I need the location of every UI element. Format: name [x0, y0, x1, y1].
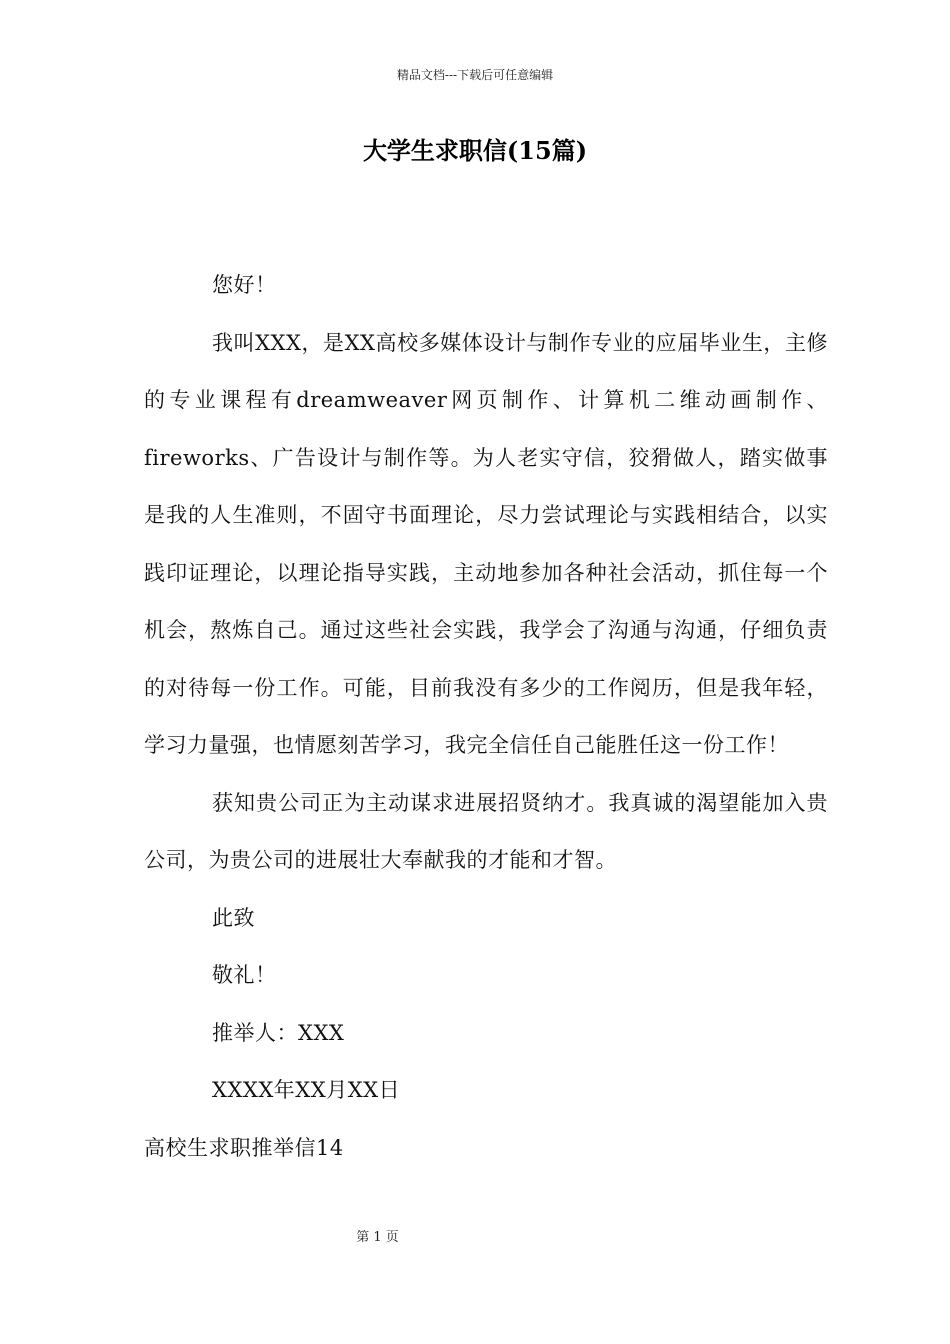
document-body: [144, 257, 828, 1177]
page-header: 精品文档---下载后可任意编辑: [396, 68, 554, 82]
paragraph-intro: 我叫XXX，是XX高校多媒体设计与制作专业的应届毕业生，主修的专业课程有dreamweaver网页制作、计算机二维动画制作、fireworks、广告设计与制作等。为人老实守信，狡猾做人，踏实做事是我的人生准则，不固守书面理论，尽力尝试理论与实践相结合，以实践印证理论，以理论指导实践，主动地参加各种社会活动，抓住每一个机会，熬炼自己。通过这些社会实践，我学会了沟通与沟通，仔细负责的对待每一份工作。可能，目前我没有多少的工作阅历，但是我年轻，学习力量强，也情愿刻苦学习，我完全信任自己能胜任这一份工作！: [144, 330, 828, 757]
page-number: 第 1 页: [356, 1230, 399, 1245]
letter-date: XXXX年XX月XX日: [212, 1078, 401, 1102]
document-title: 大学生求职信(15篇): [362, 136, 588, 165]
next-section-heading: 高校生求职推举信14: [144, 1135, 344, 1160]
closing-regards: 敬礼！: [212, 963, 277, 987]
signature: 推举人：XXX: [212, 1020, 345, 1045]
greeting: 您好！: [212, 273, 277, 297]
paragraph-request: 获知贵公司正为主动谋求进展招贤纳才。我真诚的渴望能加入贵公司，为贵公司的进展壮大奉献我的才能和才智。: [144, 790, 828, 872]
closing-salutation: 此致: [212, 905, 255, 930]
